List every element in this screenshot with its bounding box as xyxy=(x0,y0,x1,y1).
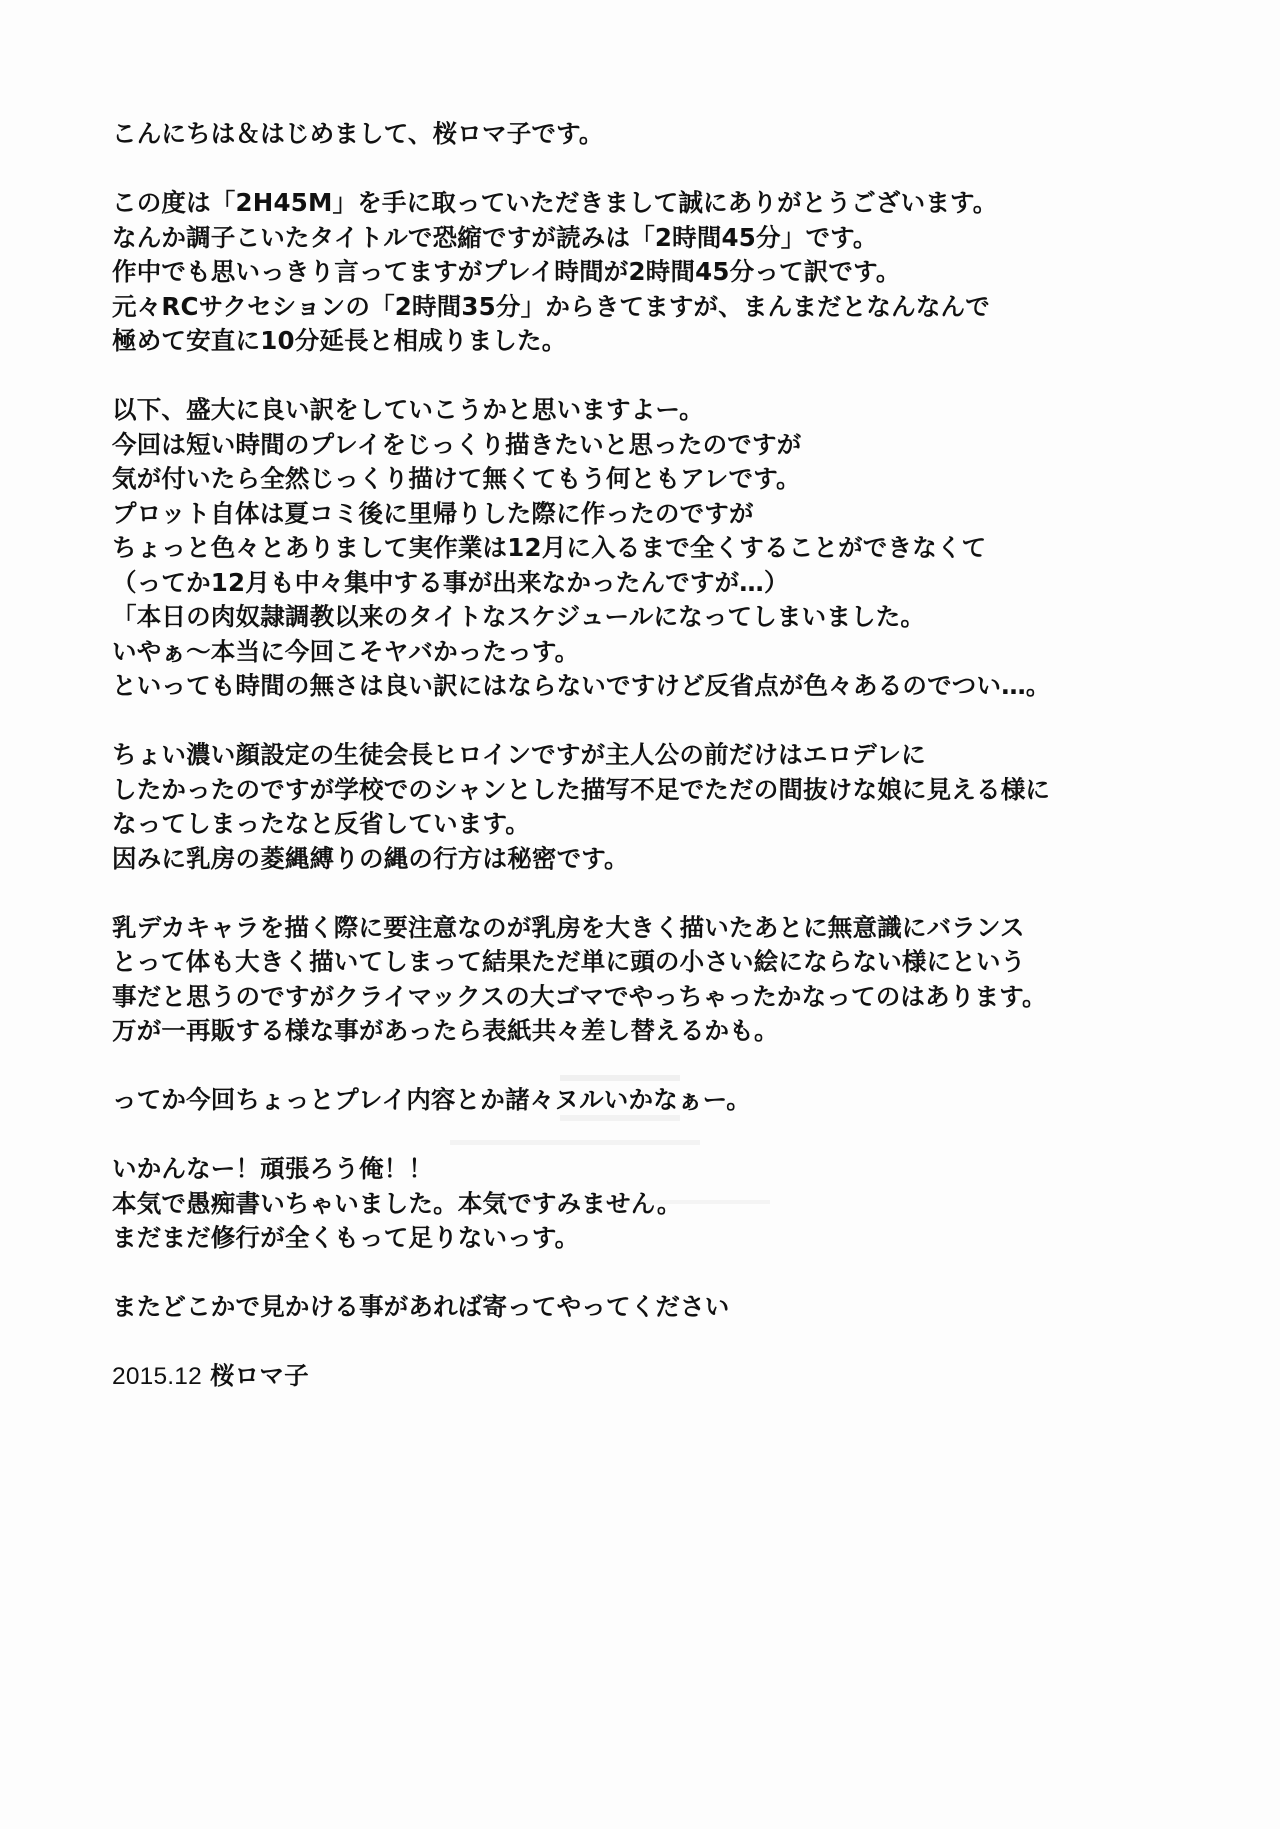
paragraph xyxy=(112,1152,1172,1256)
paragraph xyxy=(112,911,1172,1049)
text-line: ってか今回ちょっとプレイ内容とか諸々ヌルいかなぁー。 xyxy=(112,1085,752,1114)
text-line: 「本日の肉奴隷調教以来のタイトなスケジュールになってしまいました。 xyxy=(112,602,926,631)
text-line: 極めて安直に10分延長と相成りました。 xyxy=(112,326,567,355)
text-line: といっても時間の無さは良い訳にはならないですけど反省点が色々あるのでつい…。 xyxy=(112,671,1051,700)
text-line: 事だと思うのですがクライマックスの大ゴマでやっちゃったかなってのはあります。 xyxy=(112,981,1047,1011)
text-line: 以下、盛大に良い訳をしていこうかと思いますよー。 xyxy=(112,395,704,424)
text-line: 因みに乳房の菱縄縛りの縄の行方は秘密です。 xyxy=(112,843,629,873)
text-line: とって体も大きく描いてしまって結果ただ単に頭の小さい絵にならない様にという xyxy=(112,947,1026,976)
text-line: したかったのですが学校でのシャンとした描写不足でただの間抜けな娘に見える様に xyxy=(112,774,1051,804)
paragraph xyxy=(112,117,1172,152)
text-line: 気が付いたら全然じっくり描けて無くてもう何ともアレです。 xyxy=(112,464,801,493)
text-line: なってしまったなと反省しています。 xyxy=(112,809,530,838)
paragraph xyxy=(112,393,1172,704)
signature-date: 2015.12 xyxy=(112,1363,202,1390)
text-line: またどこかで見かける事があれば寄ってやってください xyxy=(112,1292,730,1321)
paragraph xyxy=(112,738,1172,876)
paragraph-list xyxy=(112,117,1172,1325)
text-line: ちょい濃い顔設定の生徒会長ヒロインですが主人公の前だけはエロデレに xyxy=(112,740,926,769)
text-line: ちょっと色々とありまして実作業は12月に入るまで全くすることができなくて xyxy=(112,533,987,562)
signature-name: 桜ロマ子 xyxy=(209,1361,309,1390)
text-line: 今回は短い時間のプレイをじっくり描きたいと思ったのですが xyxy=(112,429,802,459)
text-line: この度は「2H45M」を手に取っていただきまして誠にありがとうございます。 xyxy=(112,188,998,217)
text-line: 作中でも思いっきり言ってますがプレイ時間が2時間45分って訳です。 xyxy=(112,257,901,286)
text-line: 乳デカキャラを描く際に要注意なのが乳房を大きく描いたあとに無意識にバランス xyxy=(112,912,1025,942)
text-line: なんか調子こいたタイトルで恐縮ですが読みは「2時間45分」です。 xyxy=(112,222,878,252)
afterword-text xyxy=(112,117,1172,1395)
paragraph xyxy=(112,186,1172,359)
text-line: いかんなー！頑張ろう俺！！ xyxy=(112,1154,434,1183)
text-line: 本気で愚痴書いちゃいました。本気ですみません。 xyxy=(112,1188,682,1218)
text-line: 元々RCサクセションの「2時間35分」からきてますが、まんまだとなんなんで xyxy=(112,291,990,321)
text-line: 万が一再販する様な事があったら表紙共々差し替えるかも。 xyxy=(112,1016,779,1045)
text-line: （ってか12月も中々集中する事が出来なかったんですが…） xyxy=(112,567,789,597)
paragraph xyxy=(112,1290,1172,1325)
text-line: いやぁ～本当に今回こそヤバかったっす。 xyxy=(112,636,580,666)
text-line: プロット自体は夏コミ後に里帰りした際に作ったのですが xyxy=(112,498,754,528)
text-line: まだまだ修行が全くもって足りないっす。 xyxy=(112,1223,580,1252)
signature xyxy=(112,1359,1172,1395)
paragraph xyxy=(112,1083,1172,1118)
text-line: こんにちは＆はじめまして、桜ロマ子です。 xyxy=(112,119,604,148)
